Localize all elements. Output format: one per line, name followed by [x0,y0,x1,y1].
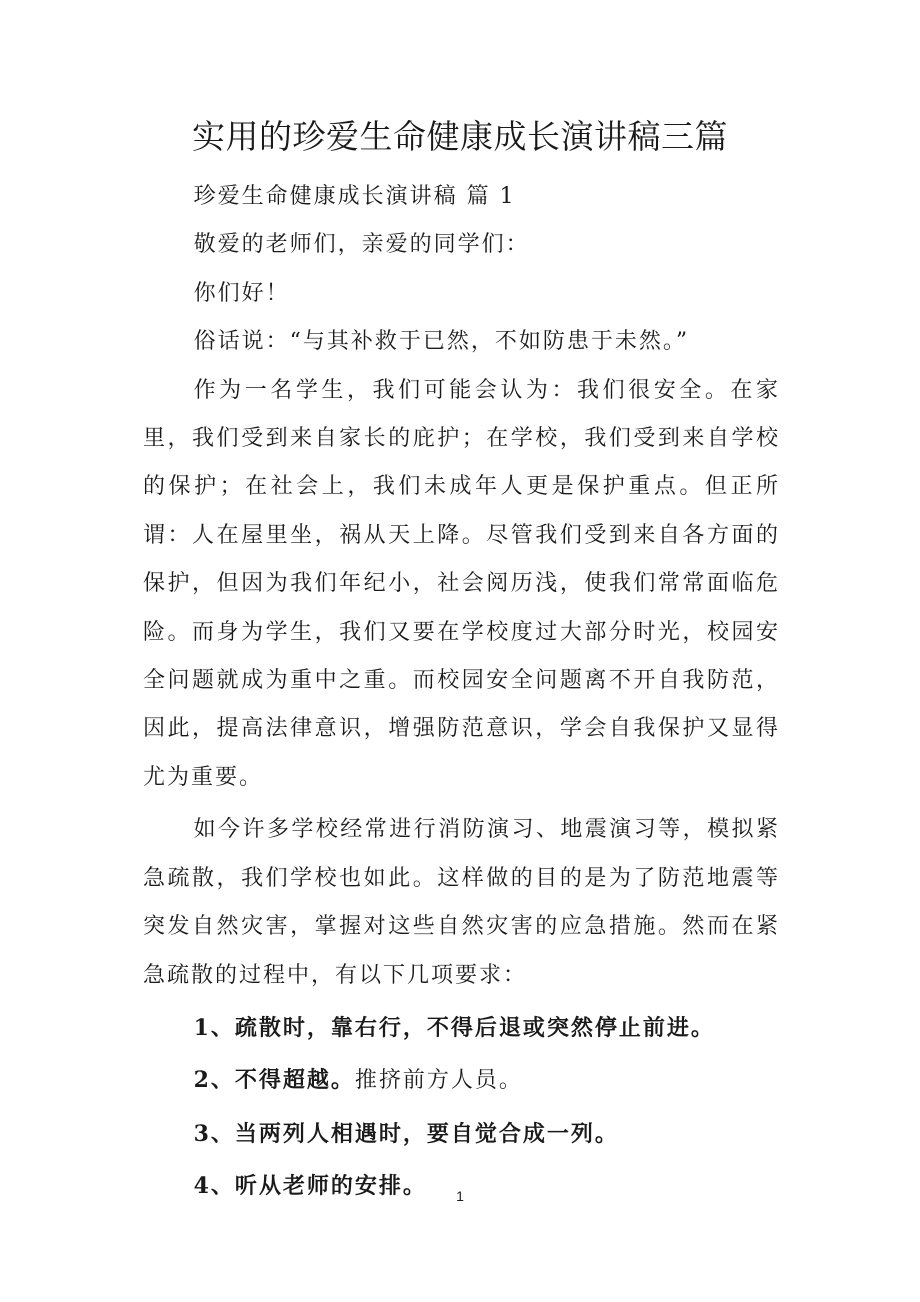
document-body [143,173,780,1211]
rule-item-bold: 2、不得超越。 [193,1067,355,1094]
page-number: 1 [456,1188,464,1204]
rule-item: 4、听从老师的安排。 [193,1173,427,1200]
salutation: 敬爱的老师们，亲爱的同学们： [193,232,530,258]
rule-item-normal: 推挤前方人员。 [354,1068,523,1094]
section-heading: 珍爱生命健康成长演讲稿 篇 1 [193,184,516,209]
rule-item: 1、疏散时，靠右行，不得后退或突然停止前进。 [193,1014,715,1041]
rule-item: 3、当两列人相遇时，要自觉合成一列。 [193,1120,619,1147]
greeting: 你们好！ [193,280,290,306]
rule-item [143,1056,780,1105]
body-paragraph: 作为一名学生，我们可能会认为：我们很安全。在家里，我们受到来自家长的庇护；在学校，我们受到来自学校的保护；在社会上，我们未成年人更是保护重点。但正所谓：人在屋里坐，祸从天上降。尽管我们受到来自各方面的保护，但因为我们年纪小，社会阅历浅，使我们常常面临危险。而身为学生，我们又要在学校度过大部分时光，校园安全问题就成为重中之重。而校园安全问题离不开自我防范，因此，提高法律意识，增强防范意识，学会自我保护又显得尤为重要。 [143,377,780,790]
proverb-paragraph: 俗话说：“与其补救于已然，不如防患于未然。” [193,329,690,355]
document-title: 实用的珍爱生命健康成长演讲稿三篇 [192,117,728,156]
body-paragraph: 如今许多学校经常进行消防演习、地震演习等，模拟紧急疏散，我们学校也如此。这样做的目的是为了防范地震等突发自然灾害，掌握对这些自然灾害的应急措施。然而在紧急疏散的过程中，有以下几项要求： [143,817,780,988]
